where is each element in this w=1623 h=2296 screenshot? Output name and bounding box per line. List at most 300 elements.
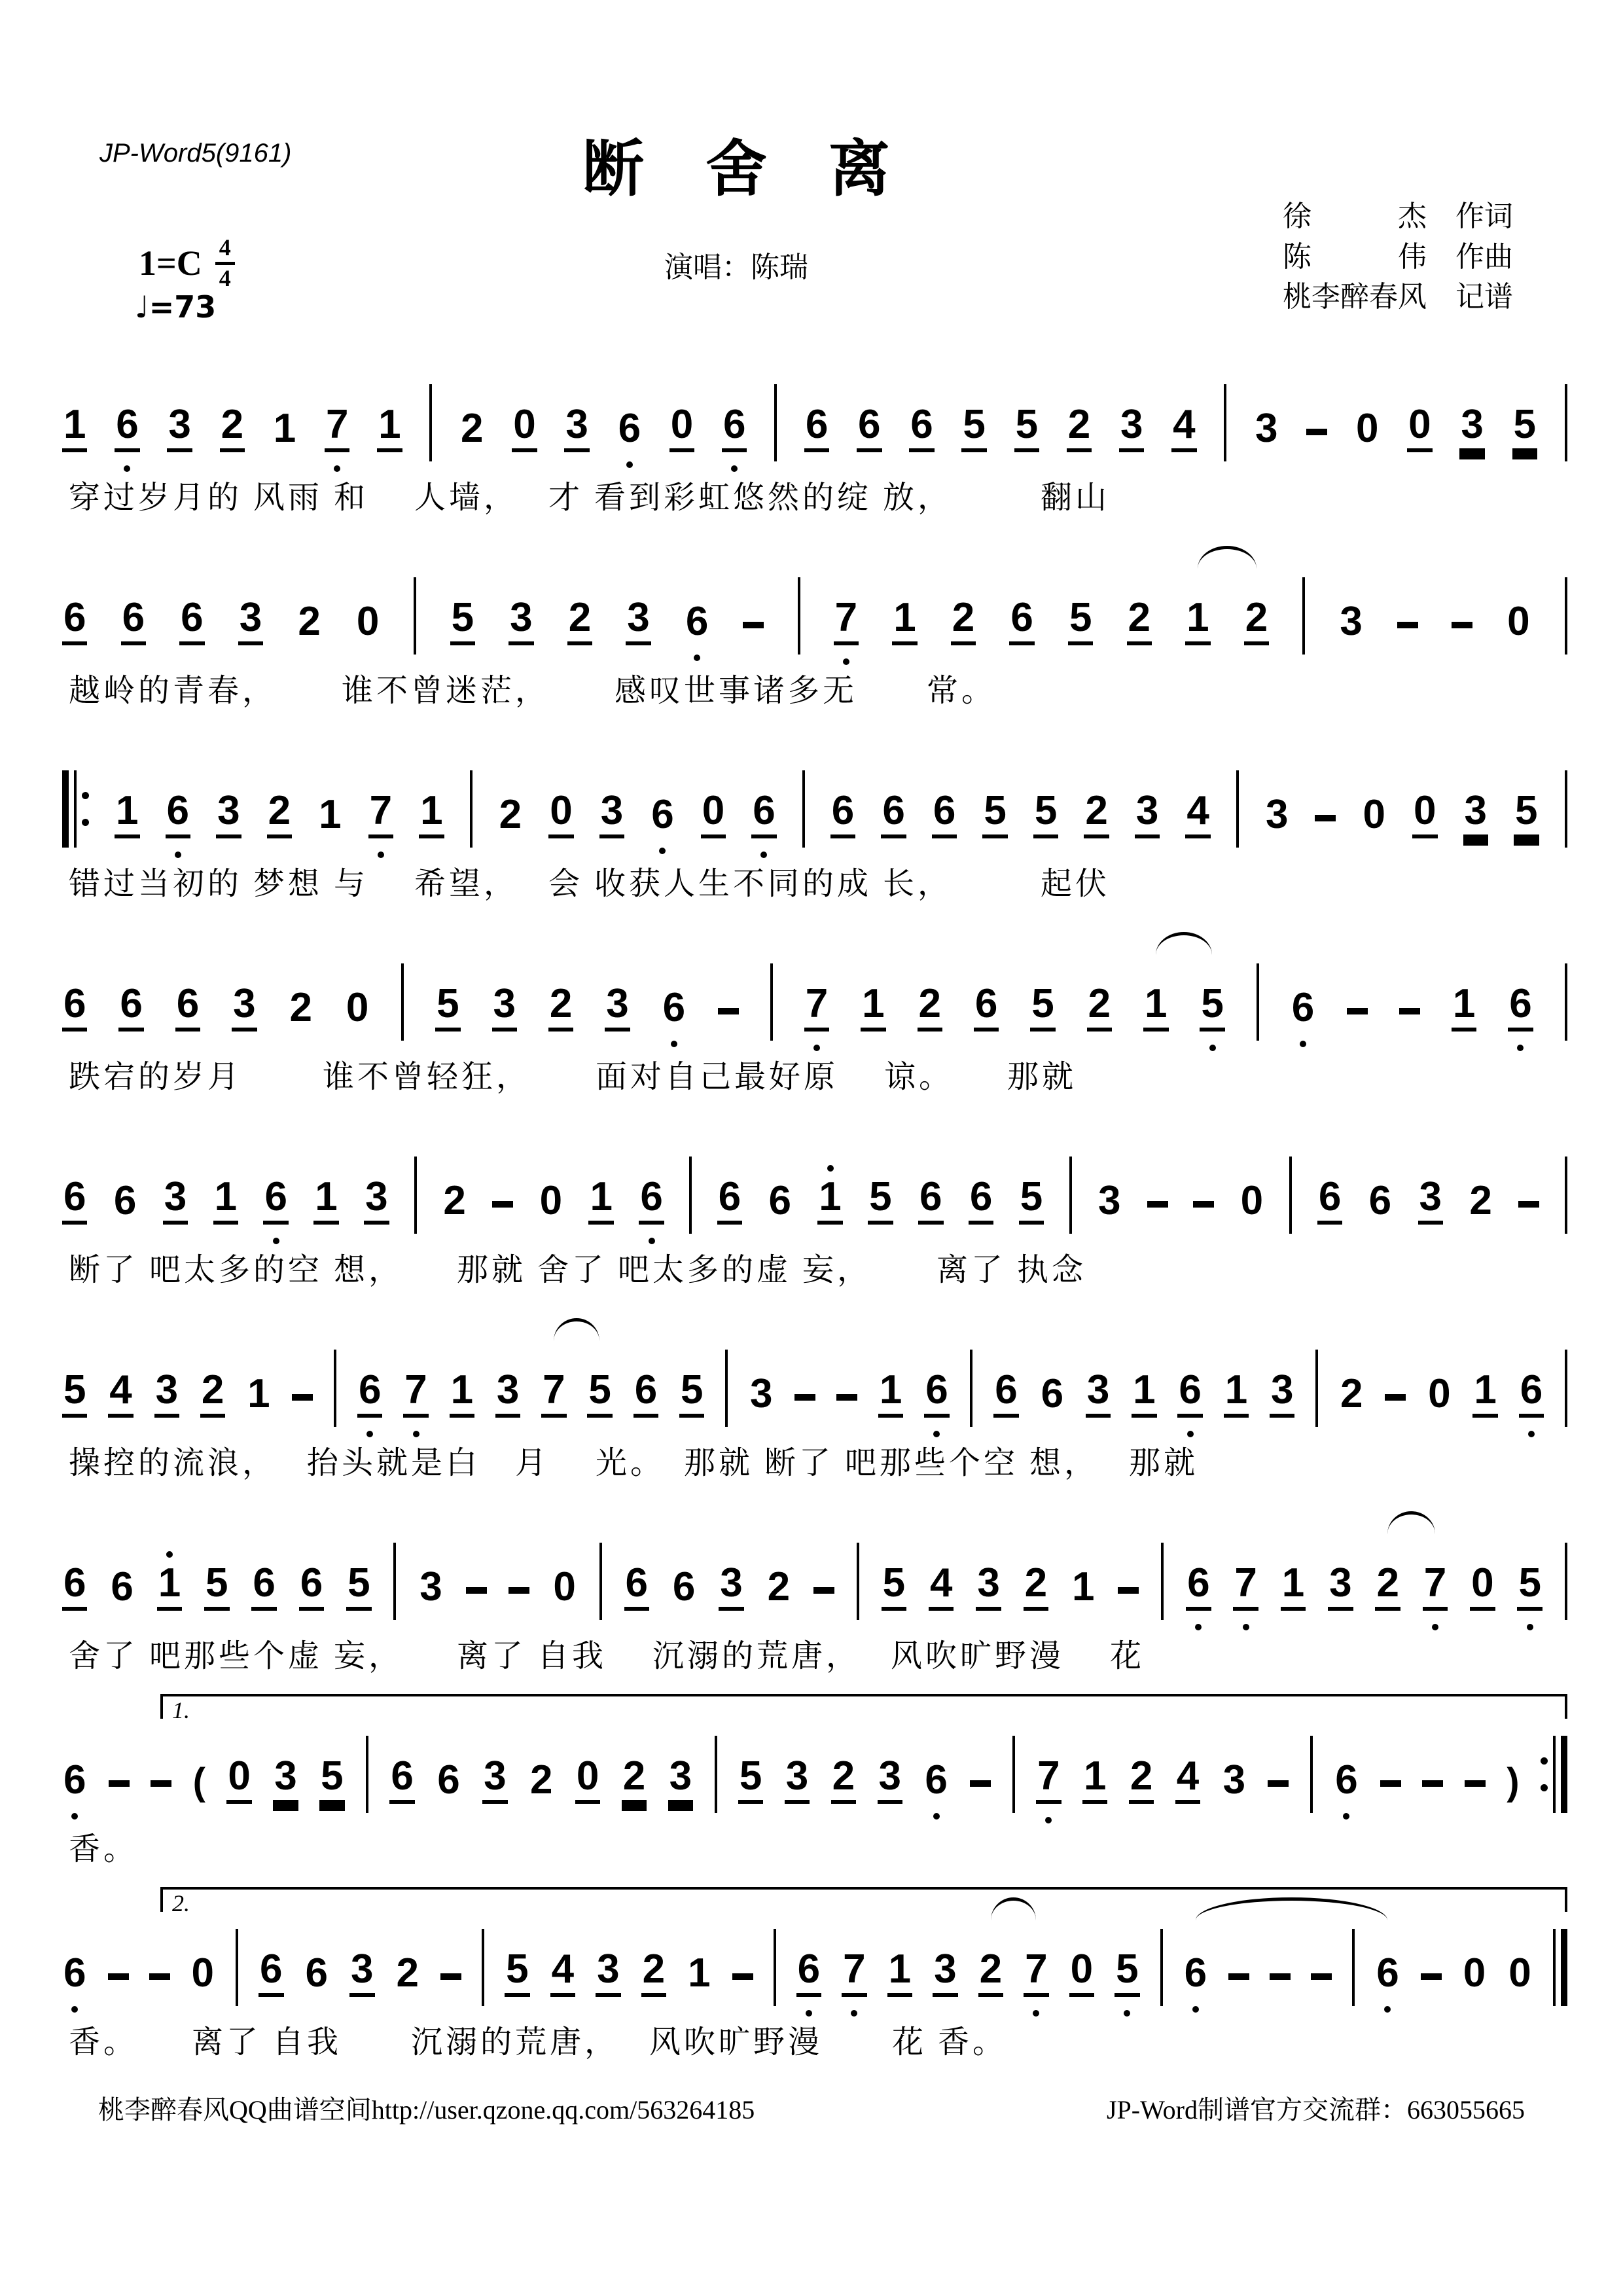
notes-row [62, 728, 1567, 838]
barline [774, 1929, 776, 2006]
footer [98, 2089, 1525, 2126]
note-token [108, 1973, 129, 1997]
note-token [993, 1367, 1018, 1418]
note-digit: 2 [641, 1949, 666, 1997]
note-token [403, 1367, 428, 1418]
note-token [121, 595, 146, 645]
note-token [804, 404, 829, 452]
note-digit: 2 [1024, 1563, 1048, 1611]
note-digit: 0 [669, 404, 694, 452]
repeat-dot [1541, 1784, 1548, 1791]
note-digit: 0 [548, 791, 573, 838]
barline [470, 770, 473, 848]
note-token [718, 1008, 739, 1031]
barline [802, 770, 805, 848]
octave-dot-low [1187, 1431, 1194, 1437]
note-digit: 3 [1463, 791, 1488, 838]
volta-number: 1. [172, 1697, 190, 1723]
note-token [892, 595, 917, 645]
slur-arc [991, 1897, 1036, 1920]
note-digit: 7 [842, 1949, 866, 1997]
note-token [878, 1753, 902, 1804]
note-token [588, 1174, 613, 1225]
note-token [115, 788, 139, 838]
note-digit: 5 [1514, 791, 1539, 838]
duration-dash [1380, 1780, 1401, 1787]
note-token [1385, 1394, 1406, 1418]
note-token [175, 981, 200, 1031]
note-token [1270, 1973, 1291, 1997]
note-token [115, 404, 139, 452]
note-digit: 2 [289, 985, 312, 1030]
barline [774, 384, 777, 461]
octave-dot-low [1517, 1045, 1524, 1051]
note-digit: 6 [1508, 984, 1533, 1031]
note-token [435, 981, 460, 1031]
note-token [1355, 408, 1380, 452]
barline [599, 1543, 602, 1620]
octave-dot-low [1527, 1624, 1533, 1630]
note-token [482, 1753, 507, 1804]
note-token [834, 595, 859, 645]
repeat-dots [82, 792, 89, 826]
note-digit: 3 [976, 1563, 1001, 1611]
note-token [1512, 404, 1537, 452]
octave-dot-low [731, 465, 738, 472]
octave-dot-low [1192, 2006, 1199, 2013]
note-token [450, 595, 475, 645]
note-token [1086, 1367, 1111, 1418]
note-token [1175, 1753, 1200, 1804]
note-token [1019, 1174, 1044, 1225]
note-digit: 1 [878, 1370, 903, 1418]
duration-dash [1118, 1587, 1139, 1594]
duration-dash [466, 1587, 487, 1594]
note-digit: 3 [419, 1564, 442, 1609]
duration-dash [1422, 1780, 1443, 1787]
note-token [62, 1367, 87, 1418]
systems [62, 342, 1567, 2080]
note-digit: 1 [887, 1949, 912, 1997]
note-digit: 6 [662, 985, 686, 1030]
note-digit: 6 [62, 1177, 87, 1225]
note-token [1115, 1946, 1139, 1997]
time-signature [215, 236, 235, 291]
note-digit: 6 [881, 791, 906, 838]
barline [770, 963, 773, 1041]
octave-dot-low [366, 1431, 373, 1437]
note-token [109, 1564, 134, 1611]
note-digit: 6 [1376, 1950, 1399, 1996]
note-token [349, 1946, 374, 1997]
barline [366, 1736, 368, 1813]
note-token [1418, 1174, 1443, 1225]
duration-dash [1311, 1973, 1332, 1980]
note-token [149, 1973, 170, 1997]
close-paren: ) [1507, 1761, 1520, 1803]
note-digit: 0 [1355, 406, 1379, 451]
music-system [62, 1694, 1567, 1887]
note-token [1465, 1780, 1486, 1804]
duration-dash [1465, 1780, 1486, 1787]
note-token [492, 1201, 513, 1225]
note-digit: 6 [259, 1949, 283, 1997]
note-token [974, 981, 999, 1031]
note-digit: 1 [817, 1177, 842, 1225]
note-token [62, 1174, 87, 1225]
note-digit: 0 [346, 985, 369, 1030]
note-token [1517, 1560, 1542, 1611]
octave-dot-low [378, 852, 384, 858]
barline [1069, 1157, 1072, 1234]
note-digit: 6 [175, 984, 200, 1031]
duration-dash [1397, 622, 1418, 628]
barline [798, 577, 800, 655]
note-token [345, 985, 370, 1031]
note-digit: 6 [121, 598, 146, 645]
note-digit: 6 [651, 792, 674, 837]
note-digit: 1 [319, 792, 342, 837]
singer-line: 演唱：陈瑞 [664, 251, 808, 283]
note-token [969, 1174, 993, 1225]
barline [414, 577, 416, 655]
note-digit: 2 [1067, 404, 1092, 452]
transcriber-credit: 桃李醉春风 记谱 [1283, 281, 1513, 314]
octave-dot-low [175, 852, 181, 858]
note-token [567, 595, 592, 645]
note-digit: 1 [247, 1371, 270, 1416]
notes-row [62, 342, 1567, 452]
note-digit: 1 [213, 1177, 238, 1225]
barline [715, 1736, 717, 1813]
notes-row [62, 1501, 1567, 1611]
note-token [804, 981, 829, 1031]
note-digit: 2 [200, 1370, 225, 1418]
octave-dot-low [851, 2010, 857, 2017]
note-digit: 0 [1363, 792, 1385, 837]
note-token [817, 1174, 842, 1225]
note-token [1334, 1757, 1359, 1804]
note-token [442, 1178, 467, 1225]
note-digit: 6 [768, 1178, 791, 1223]
note-digit: 1 [892, 598, 917, 645]
duration-dash [1147, 1201, 1168, 1208]
note-token [1397, 622, 1418, 645]
octave-dot-low [1528, 1431, 1535, 1437]
note-token [1399, 1008, 1420, 1031]
duration-dash [732, 1973, 753, 1980]
note-token [785, 1753, 810, 1804]
note-digit: 0 [1508, 1950, 1531, 1996]
barline [689, 1157, 692, 1234]
note-token [685, 601, 709, 645]
note-token [1470, 1560, 1495, 1611]
note-token [1468, 1178, 1493, 1225]
barline [1565, 770, 1567, 848]
music-system [62, 1501, 1567, 1694]
lyrics-line: 香。 [69, 1832, 139, 1867]
note-digit: 6 [1335, 1757, 1358, 1803]
note-token [923, 1757, 948, 1804]
note-token [299, 1560, 324, 1611]
note-token [1097, 1178, 1122, 1225]
note-digit: 6 [918, 1177, 943, 1225]
note-token [1129, 1753, 1154, 1804]
lyrics-line: 操控的流浪， 抬头就是白 月 光。 那就 断了 吧那些个空 想， 那就 [69, 1446, 1199, 1480]
note-token [929, 1560, 954, 1611]
note-token [1082, 1753, 1107, 1804]
lyrics-line: 舍了 吧那些个虚 妄， 离了 自我 沉溺的荒唐， 风吹旷野漫 花 [69, 1639, 1145, 1674]
note-digit: 7 [368, 791, 393, 838]
note-token [933, 1946, 957, 1997]
duration-dash [292, 1394, 313, 1401]
octave-dot-low [649, 1238, 655, 1244]
note-token [1306, 429, 1327, 452]
duration-dash [108, 1973, 129, 1980]
note-token [982, 788, 1007, 838]
barline [1224, 384, 1226, 461]
note-digit: 6 [717, 1177, 742, 1225]
note-digit: 3 [933, 1949, 957, 1997]
note-token [505, 1946, 529, 1997]
note-digit: 6 [685, 599, 709, 644]
note-digit: 6 [1519, 1370, 1544, 1418]
note-digit: 2 [767, 1564, 791, 1609]
note-token [1291, 985, 1315, 1031]
note-token [830, 788, 855, 838]
note-token [767, 1178, 792, 1225]
barline [1161, 1543, 1164, 1620]
note-digit: 5 [346, 1563, 371, 1611]
note-token [368, 788, 393, 838]
note-digit: 5 [1019, 1177, 1044, 1225]
note-token [163, 1174, 188, 1225]
note-token [951, 595, 976, 645]
note-digit: 1 [861, 984, 885, 1031]
note-token [273, 1753, 298, 1804]
note-digit: 5 [1014, 404, 1039, 452]
duration-dash [440, 1973, 461, 1980]
note-token [1315, 815, 1336, 838]
music-system [62, 342, 1567, 535]
note-token [204, 1560, 229, 1611]
duration-dash [718, 1008, 739, 1014]
note-digit: 5 [435, 984, 460, 1031]
note-digit: 7 [834, 598, 859, 645]
note-digit: 6 [437, 1757, 460, 1803]
duration-dash [836, 1394, 857, 1401]
barline [334, 1350, 336, 1427]
octave-dot-low [626, 461, 633, 468]
note-digit: 7 [541, 1370, 566, 1418]
note-token [213, 1174, 238, 1225]
note-token [887, 1946, 912, 1997]
note-digit: 1 [157, 1563, 182, 1611]
duration-dash [794, 1394, 815, 1401]
note-token [1033, 788, 1058, 838]
note-digit: 1 [1224, 1370, 1249, 1418]
note-token [626, 595, 651, 645]
note-token [1506, 601, 1531, 645]
note-token [662, 985, 687, 1031]
note-digit: 7 [804, 984, 829, 1031]
barline [429, 384, 432, 461]
note-token [961, 404, 986, 452]
note-digit: 1 [450, 1370, 474, 1418]
note-digit: 2 [567, 598, 592, 645]
note-token [259, 1946, 283, 1997]
note-token [512, 404, 537, 452]
note-token [599, 788, 624, 838]
note-digit: 3 [605, 984, 630, 1031]
note-token [466, 1587, 487, 1611]
note-token [246, 1371, 271, 1418]
note-token [1119, 404, 1144, 452]
note-token [1183, 1950, 1208, 1997]
note-digit: 6 [1009, 598, 1034, 645]
note-token [1362, 792, 1387, 838]
note-digit: 6 [924, 1370, 949, 1418]
barline [1315, 1350, 1318, 1427]
note-digit: 4 [550, 1949, 575, 1997]
duration-dash [492, 1201, 513, 1208]
note-token [751, 788, 776, 838]
note-token [881, 788, 906, 838]
note-digit: 0 [1407, 404, 1432, 452]
note-token [1338, 601, 1363, 645]
note-token [539, 1178, 563, 1225]
note-digit: 6 [299, 1563, 324, 1611]
note-digit: 3 [495, 1370, 520, 1418]
note-digit: 0 [512, 404, 537, 452]
note-token [1507, 1950, 1532, 1997]
octave-dot-low [1343, 1813, 1349, 1820]
note-token [1412, 788, 1437, 838]
duration-dash [813, 1587, 834, 1594]
note-token [200, 1367, 225, 1418]
key-signature [139, 236, 235, 291]
octave-dot-low [933, 1813, 940, 1820]
note-digit: 0 [191, 1950, 215, 1996]
note-digit: 2 [978, 1949, 1003, 1997]
note-token [836, 1394, 857, 1418]
note-digit: 2 [918, 984, 942, 1031]
note-digit: 0 [539, 1178, 563, 1223]
note-digit: 6 [932, 791, 957, 838]
barline [482, 1929, 484, 2006]
note-digit: 6 [1177, 1370, 1202, 1418]
note-digit: 6 [357, 1370, 382, 1418]
music-system [62, 1115, 1567, 1308]
note-digit: 5 [1033, 791, 1058, 838]
note-digit: 6 [925, 1757, 948, 1803]
octave-dot-low [71, 2006, 78, 2013]
octave-dot-low [671, 1041, 677, 1047]
notes-row [62, 535, 1567, 645]
note-token [622, 1753, 647, 1804]
octave-dot-low [124, 465, 130, 472]
repeat-start-barline [62, 770, 89, 848]
note-token [918, 1174, 943, 1225]
note-digit: 0 [1507, 599, 1530, 644]
note-digit: 4 [108, 1370, 133, 1418]
note-digit: 2 [298, 599, 321, 644]
note-token [62, 595, 87, 645]
octave-dot-low [1195, 1624, 1202, 1630]
barline [1012, 1736, 1015, 1813]
note-token [251, 1560, 276, 1611]
note-token [440, 1973, 461, 1997]
note-digit: 4 [929, 1563, 954, 1611]
note-digit: 5 [1068, 598, 1093, 645]
note-token [1228, 1973, 1249, 1997]
song-title: 断 舍 离 [582, 135, 890, 204]
note-token [976, 1560, 1001, 1611]
note-digit: 3 [564, 404, 589, 452]
note-token [357, 1367, 382, 1418]
note-token [918, 981, 942, 1031]
note-digit: 6 [62, 1563, 87, 1611]
notes-row [62, 1694, 1567, 1804]
note-token [717, 1174, 742, 1225]
note-token [109, 1780, 130, 1804]
note-token [238, 595, 263, 645]
note-digit: 2 [1127, 598, 1152, 645]
note-digit: 2 [1469, 1178, 1492, 1223]
note-digit: 3 [1459, 404, 1484, 452]
note-token [216, 788, 241, 838]
note-digit: 3 [1222, 1757, 1246, 1803]
note-token [1147, 1201, 1168, 1225]
note-token [289, 985, 313, 1031]
octave-dot-low [659, 848, 666, 854]
note-digit: 2 [1087, 984, 1112, 1031]
duration-dash [1385, 1394, 1406, 1401]
duration-dash [1518, 1201, 1539, 1208]
volta-number: 2. [172, 1890, 190, 1916]
note-digit: 6 [830, 791, 855, 838]
note-token [1347, 1008, 1368, 1031]
note-digit: 2 [1375, 1563, 1400, 1611]
duration-dash [743, 622, 764, 628]
note-token [738, 1753, 763, 1804]
note-digit: 4 [1185, 791, 1210, 838]
credits-block [1283, 196, 1513, 317]
note-digit: 5 [450, 598, 475, 645]
lyrics-line: 错过当初的 梦想 与 希望， 会 收获人生不同的成 长， 起伏 [69, 867, 1111, 901]
note-digit: 1 [1185, 598, 1210, 645]
note-token [395, 1950, 420, 1997]
note-digit: 5 [587, 1370, 612, 1418]
music-system [62, 1887, 1567, 2080]
note-digit: 3 [482, 1756, 507, 1804]
note-digit: 6 [62, 984, 87, 1031]
duration-dash [1270, 1973, 1291, 1980]
note-token [1071, 1564, 1096, 1611]
note-digit: 2 [396, 1950, 419, 1996]
note-token [1193, 1201, 1214, 1225]
barline [1302, 577, 1305, 655]
note-digit: 1 [419, 791, 444, 838]
note-digit: 6 [639, 1177, 664, 1225]
octave-dot-low [1124, 2010, 1130, 2017]
octave-dot-low [1384, 2006, 1391, 2013]
note-token [932, 788, 957, 838]
note-token [1459, 404, 1484, 452]
note-token [1036, 1753, 1061, 1804]
note-token [679, 1367, 704, 1418]
software-label: JP-Word5(9161) [99, 139, 292, 168]
